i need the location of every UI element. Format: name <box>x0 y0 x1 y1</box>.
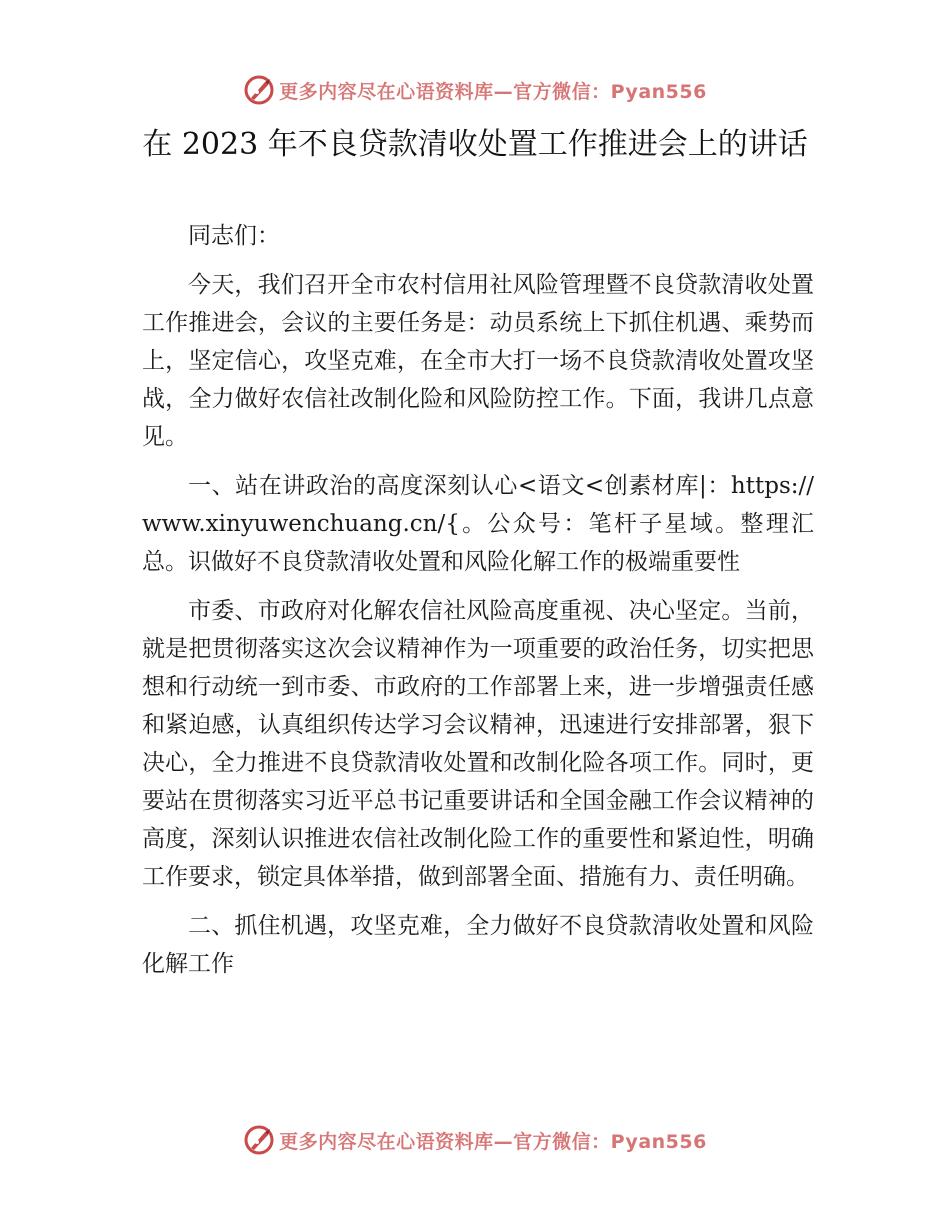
document-body <box>142 217 814 994</box>
quill-pen-logo-icon <box>243 74 275 106</box>
footer-banner <box>0 1120 950 1160</box>
paragraph: 今天，我们召开全市农村信用社风险管理暨不良贷款清收处置工作推进会，会议的主要任务是：动员系统上下抓住机遇、乘势而上，坚定信心，攻坚克难，在全市大打一场不良贷款清收处置攻坚战，全力做好农信社改制化险和风险防控工作。下面，我讲几点意见。 <box>142 272 814 450</box>
paragraph: 二、抓住机遇，攻坚克难，全力做好不良贷款清收处置和风险化解工作 <box>142 913 814 977</box>
paragraph: 一、站在讲政治的高度深刻认心<语文<创素材库|：https://www.xinyuwenchuang.cn/{。公众号：笔杆子星域。整理汇总。识做好不良贷款清收处置和风险化解工作的极端重要性 <box>142 473 814 575</box>
header-banner <box>0 70 950 110</box>
quill-pen-logo-icon <box>243 1124 275 1156</box>
banner-text: 更多内容尽在心语资料库—官方微信：Pyan556 <box>279 1130 707 1153</box>
paragraph: 市委、市政府对化解农信社风险高度重视、决心坚定。当前，就是把贯彻落实这次会议精神作为一项重要的政治任务，切实把思想和行动统一到市委、市政府的工作部署上来，进一步增强责任感和紧迫感，认真组织传达学习会议精神，迅速进行安排部署，狠下决心，全力推进不良贷款清收处置和改制化险各项工作。同时，更要站在贯彻落实习近平总书记重要讲话和全国金融工作会议精神的高度，深刻认识推进农信社改制化险工作的重要性和紧迫性，明确工作要求，锁定具体举措，做到部署全面、措施有力、责任明确。 <box>142 598 814 890</box>
page-title: 在 2023 年不良贷款清收处置工作推进会上的讲话 <box>142 127 808 162</box>
paragraph: 同志们： <box>188 223 280 249</box>
banner-text: 更多内容尽在心语资料库—官方微信：Pyan556 <box>279 80 707 103</box>
